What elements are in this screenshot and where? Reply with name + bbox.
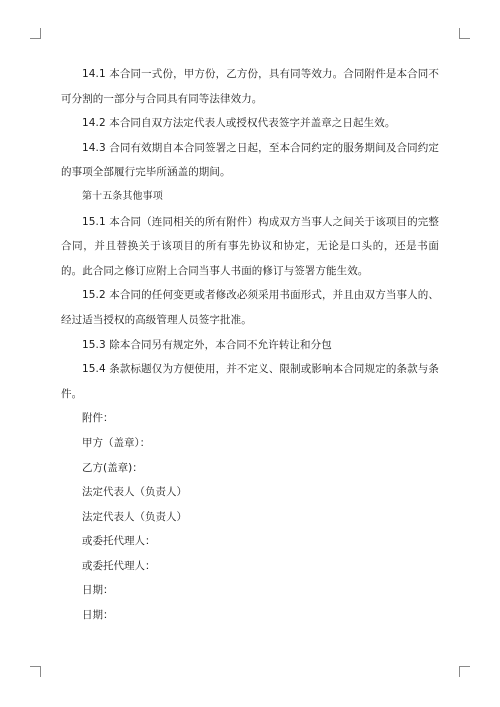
clause-15-4: 15.4 条款标题仅为方便使用，并不定义、限制或影响本合同规定的条款与条件。 — [61, 363, 439, 400]
crop-mark-top-left — [30, 28, 41, 39]
crop-mark-bottom-right — [459, 666, 470, 677]
article-15-heading: 第十五条其他事项 — [82, 190, 163, 202]
crop-mark-top-right — [459, 28, 470, 39]
date-label: 日期： — [82, 584, 114, 597]
clause-14-3: 14.3 合同有效期自本合同签署之日起，至本合同约定的服务期间及合同约定的事项全部履行完毕所涵盖的期间。 — [61, 141, 439, 179]
document-body — [61, 62, 439, 628]
authorized-agent-label: 或委托代理人： — [82, 559, 156, 572]
attachment-label: 附件： — [82, 412, 114, 425]
date-label: 日期： — [82, 609, 114, 622]
crop-mark-bottom-left — [30, 666, 41, 677]
clause-14-1: 14.1 本合同一式份，甲方份，乙方份，具有同等效力。合同附件是本合同不可分割的一部分与合同具有同等法律效力。 — [61, 68, 439, 105]
authorized-agent-label: 或委托代理人： — [82, 535, 156, 548]
legal-representative-label: 法定代表人（负责人） — [82, 486, 187, 499]
legal-representative-label: 法定代表人（负责人） — [82, 510, 187, 523]
clause-15-2: 15.2 本合同的任何变更或者修改必须采用书面形式，并且由双方当事人的、经过适当授权的高级管理人员签字批准。 — [61, 289, 439, 326]
clause-15-3: 15.3 除本合同另有规定外，本合同不允许转让和分包 — [82, 338, 332, 351]
clause-14-2: 14.2 本合同自双方法定代表人或授权代表签字并盖章之日起生效。 — [82, 117, 396, 130]
party-a-seal-label: 甲方（盖章）： — [82, 436, 151, 449]
party-b-seal-label: 乙方(盖章)： — [82, 461, 143, 474]
clause-15-1: 15.1 本合同（连同相关的所有附件）构成双方当事人之间关于该项目的完整合同，并且替换关于该项目的所有事先协议和协定，无论是口头的，还是书面的。此合同之修订应附上合同当事人书面的修订与签署方能生效。 — [61, 215, 439, 277]
